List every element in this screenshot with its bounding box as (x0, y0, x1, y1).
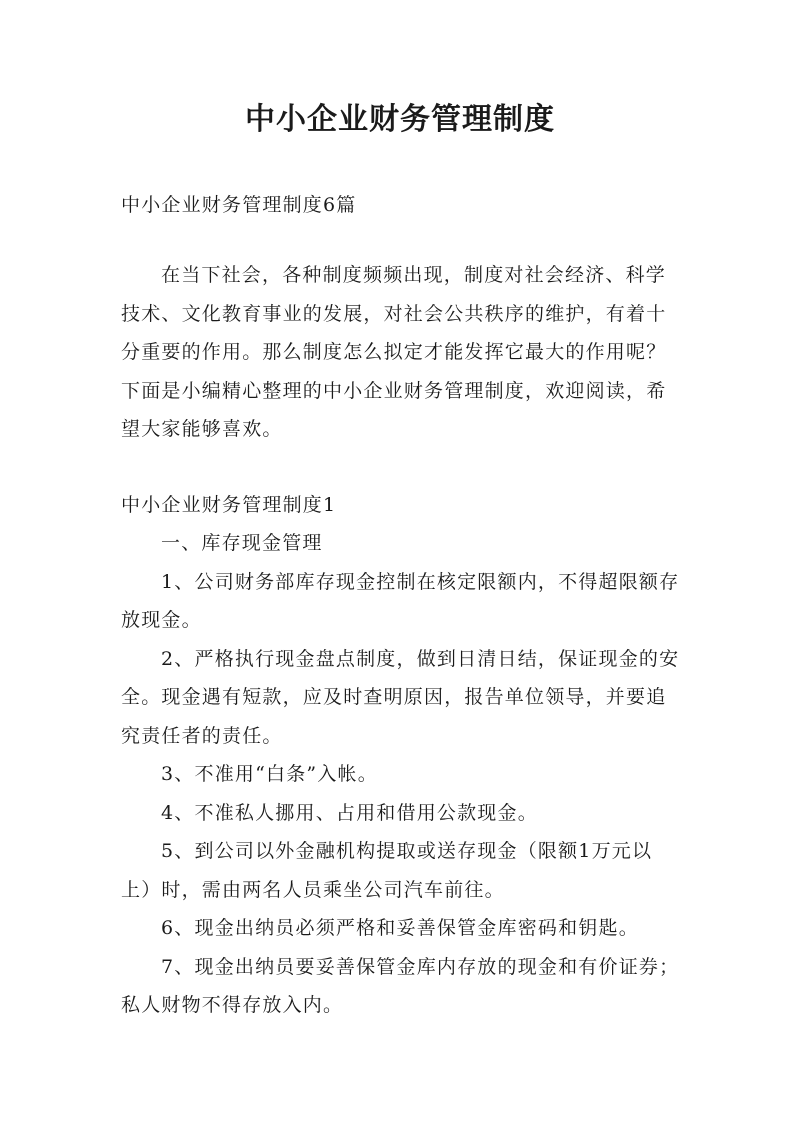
list-item: 1、公司财务部库存现金控制在核定限额内，不得超限额存放现金。 (121, 570, 680, 631)
section-items (121, 524, 681, 1025)
list-item: 4、不准私人挪用、占用和借用公款现金。 (161, 801, 538, 824)
section-heading-item: 一、库存现金管理 (161, 532, 323, 554)
section-title: 中小企业财务管理制度1 (121, 494, 337, 516)
list-item: 3、不准用“白条”入帐。 (161, 763, 378, 785)
list-item: 6、现金出纳员必须严格和妥善保管金库密码和钥匙。 (161, 917, 639, 939)
list-item: 7、现金出纳员要妥善保管金库内存放的现金和有价证券；私人财物不得存放入内。 (121, 955, 680, 1016)
document-subtitle: 中小企业财务管理制度6篇 (121, 194, 357, 216)
list-item: 5、到公司以外金融机构提取或送存现金（限额1万元以上）时，需由两名人员乘坐公司汽车前往。 (121, 840, 653, 901)
intro-paragraph: 在当下社会，各种制度频频出现，制度对社会经济、科学技术、文化教育事业的发展，对社会公共秩序的维护，有着十分重要的作用。那么制度怎么拟定才能发挥它最大的作用呢？下面是小编精心整理的中小企业财务管理制度，欢迎阅读，希望大家能够喜欢。 (121, 264, 667, 440)
document-title: 中小企业财务管理制度 (245, 102, 555, 137)
list-item: 2、严格执行现金盘点制度，做到日清日结，保证现金的安全。现金遇有短款，应及时查明原因，报告单位领导，并要追究责任者的责任。 (121, 647, 680, 747)
